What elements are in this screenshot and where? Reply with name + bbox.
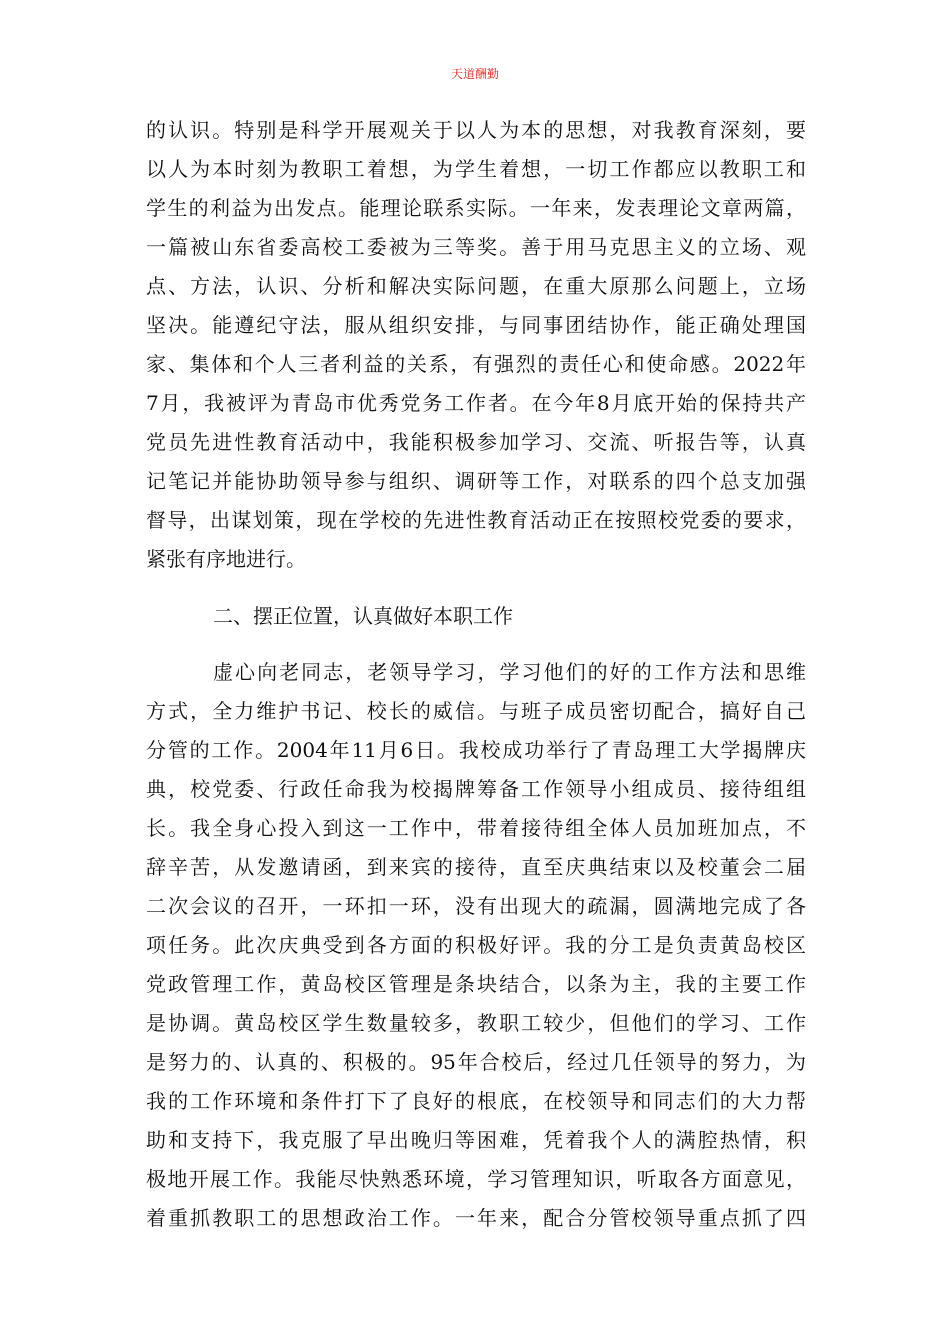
text-line: 党员先进性教育活动中，我能积极参加学习、交流、听报告等，认真: [146, 430, 806, 454]
text-line: 一篇被山东省委高校工委被为三等奖。善于用马克思主义的立场、观: [146, 235, 806, 259]
text-line: 辞辛苦，从发邀请函，到来宾的接待，直至庆典结束以及校董会二届: [146, 855, 806, 879]
text-line: 项任务。此次庆典受到各方面的积极好评。我的分工是负责黄岛校区: [146, 933, 806, 957]
section-heading: 二、摆正位置，认真做好本职工作: [213, 604, 513, 628]
text-line: 以人为本时刻为教职工着想，为学生着想，一切工作都应以教职工和: [146, 157, 806, 181]
header-watermark-text: 天道酬勤: [450, 67, 499, 81]
text-line: 党政管理工作，黄岛校区管理是条块结合，以条为主，我的主要工作: [146, 972, 806, 996]
text-line: 记笔记并能协助领导参与组织、调研等工作，对联系的四个总支加强: [146, 469, 806, 493]
text-line: 虚心向老同志，老领导学习，学习他们的好的工作方法和思维: [213, 660, 806, 684]
text-line: 方式，全力维护书记、校长的威信。与班子成员密切配合，搞好自己: [146, 699, 806, 723]
text-line: 分管的工作。2004年11月6日。我校成功举行了青岛理工大学揭牌庆: [146, 738, 806, 762]
text-line: 学生的利益为出发点。能理论联系实际。一年来，发表理论文章两篇，: [146, 196, 806, 220]
text-line: 点、方法，认识、分析和解决实际问题，在重大原那么问题上，立场: [146, 274, 806, 298]
text-line: 是努力的、认真的、积极的。95年合校后，经过几任领导的努力，为: [146, 1050, 806, 1074]
text-line: 长。我全身心投入到这一工作中，带着接待组全体人员加班加点，不: [146, 816, 806, 840]
text-line: 助和支持下，我克服了早出晚归等困难，凭着我个人的满腔热情，积: [146, 1128, 806, 1152]
text-line: 紧张有序地进行。: [146, 547, 306, 571]
text-line: 7月，我被评为青岛市优秀党务工作者。在今年8月底开始的保持共产: [146, 391, 806, 415]
text-line: 极地开展工作。我能尽快熟悉环境，学习管理知识，听取各方面意见，: [146, 1167, 806, 1191]
text-line: 是协调。黄岛校区学生数量较多，教职工较少，但他们的学习、工作: [146, 1011, 806, 1035]
text-line: 典，校党委、行政任命我为校揭牌筹备工作领导小组成员、接待组组: [146, 777, 806, 801]
text-line: 着重抓教职工的思想政治工作。一年来，配合分管校领导重点抓了四: [146, 1206, 806, 1230]
text-line: 的认识。特别是科学开展观关于以人为本的思想，对我教育深刻，要: [146, 118, 806, 142]
text-line: 坚决。能遵纪守法，服从组织安排，与同事团结协作，能正确处理国: [146, 313, 806, 337]
text-line: 二次会议的召开，一环扣一环，没有出现大的疏漏，圆满地完成了各: [146, 894, 806, 918]
text-line: 督导，出谋划策，现在学校的先进性教育活动正在按照校党委的要求，: [146, 508, 806, 532]
text-line: 家、集体和个人三者利益的关系，有强烈的责任心和使命感。2022年: [146, 352, 806, 376]
text-line: 我的工作环境和条件打下了良好的根底，在校领导和同志们的大力帮: [146, 1089, 806, 1113]
